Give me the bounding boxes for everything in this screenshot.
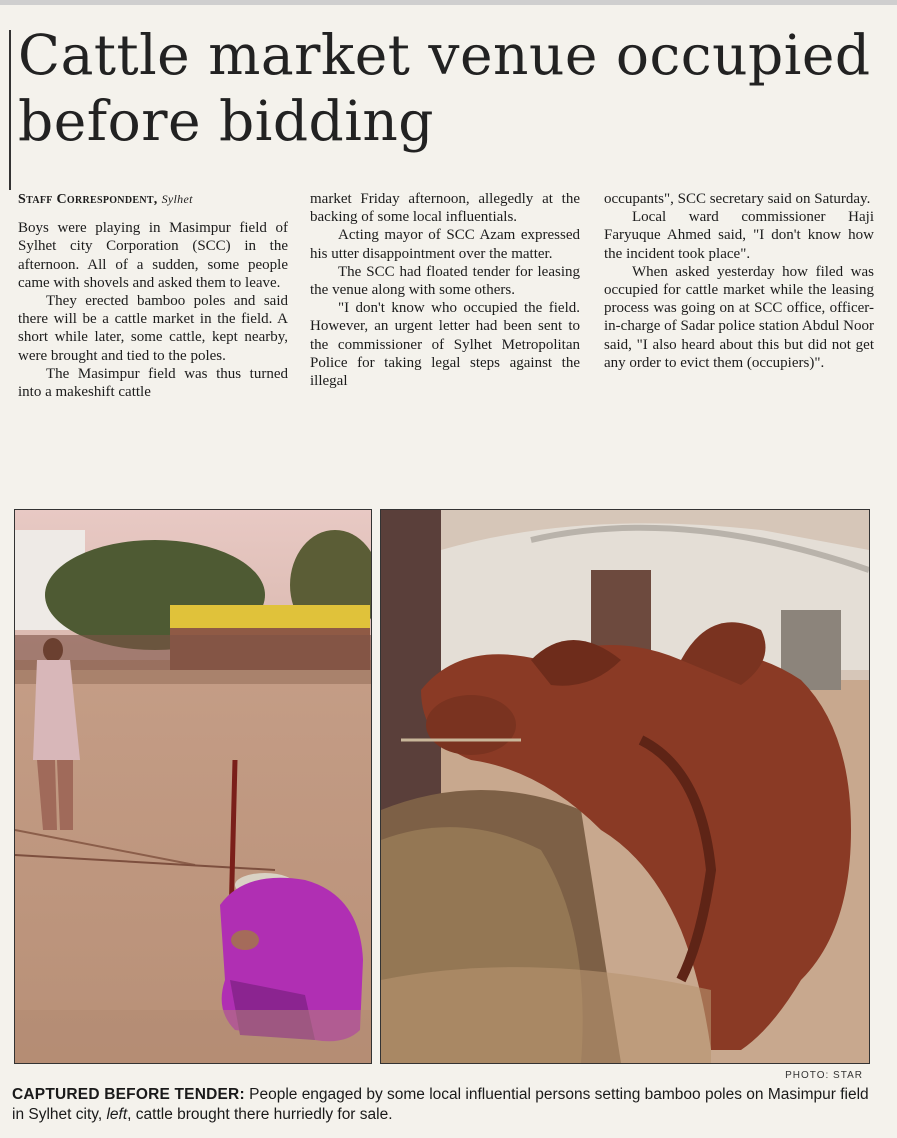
photo-field — [14, 509, 372, 1064]
cattle-scene-image — [381, 510, 869, 1063]
column-3 — [604, 190, 874, 372]
paragraph: "I don't know who occupied the field. However, an urgent letter had been sent to the commissioner of Sylhet Metropolitan Police for taking legal steps against the illegal — [310, 300, 580, 390]
byline-place: Sylhet — [161, 192, 193, 206]
byline-name: Staff Correspondent, — [18, 192, 158, 207]
photo-cattle — [380, 509, 870, 1064]
paragraph: market Friday afternoon, allegedly at the backing of some local influentials. — [310, 191, 580, 226]
byline — [18, 190, 288, 209]
field-scene-image — [15, 510, 371, 1063]
article-body — [14, 190, 874, 490]
caption-emphasis: left — [106, 1106, 128, 1123]
photo-caption — [12, 1085, 882, 1125]
caption-text-end: , cattle brought there hurriedly for sale. — [127, 1106, 393, 1123]
paragraph: Boys were playing in Masimpur field of Sylhet city Corporation (SCC) in the afternoon. All of a sudden, some people came with shovels and asked them to leave. — [18, 220, 288, 291]
paragraph: Acting mayor of SCC Azam expressed his utter disappointment over the matter. — [310, 227, 580, 262]
photo-credit: PHOTO: STAR — [785, 1070, 863, 1081]
headline: Cattle market venue occupied before bidding — [18, 23, 871, 153]
paragraph: When asked yesterday how filed was occupied for cattle market while the leasing process was going on at SCC office, officer-in-charge of Sadar police station Abdul Noor said, "I also heard about this but did not get any order to evict them (occupiers)". — [604, 263, 874, 371]
column-1 — [18, 190, 288, 401]
column-2 — [310, 190, 580, 390]
headline-rule — [9, 30, 11, 190]
paragraph: The Masimpur field was thus turned into a makeshift cattle — [18, 365, 288, 401]
top-rule — [0, 0, 897, 5]
caption-text: People engaged by some local influential persons setting bamboo poles on Masimpur field in Sylhet city, — [12, 1086, 869, 1123]
paragraph: They erected bamboo poles and said there will be a cattle market in the field. A short while later, some cattle, kept nearby, were brought and tied to the poles. — [18, 293, 288, 364]
paragraph: occupants", SCC secretary said on Saturday. — [604, 191, 871, 207]
caption-lead: CAPTURED BEFORE TENDER: — [12, 1086, 245, 1103]
paragraph: Local ward commissioner Haji Faryuque Ahmed said, "I don't know how the incident took place". — [604, 209, 874, 262]
paragraph: The SCC had floated tender for leasing the venue along with some others. — [310, 263, 580, 299]
